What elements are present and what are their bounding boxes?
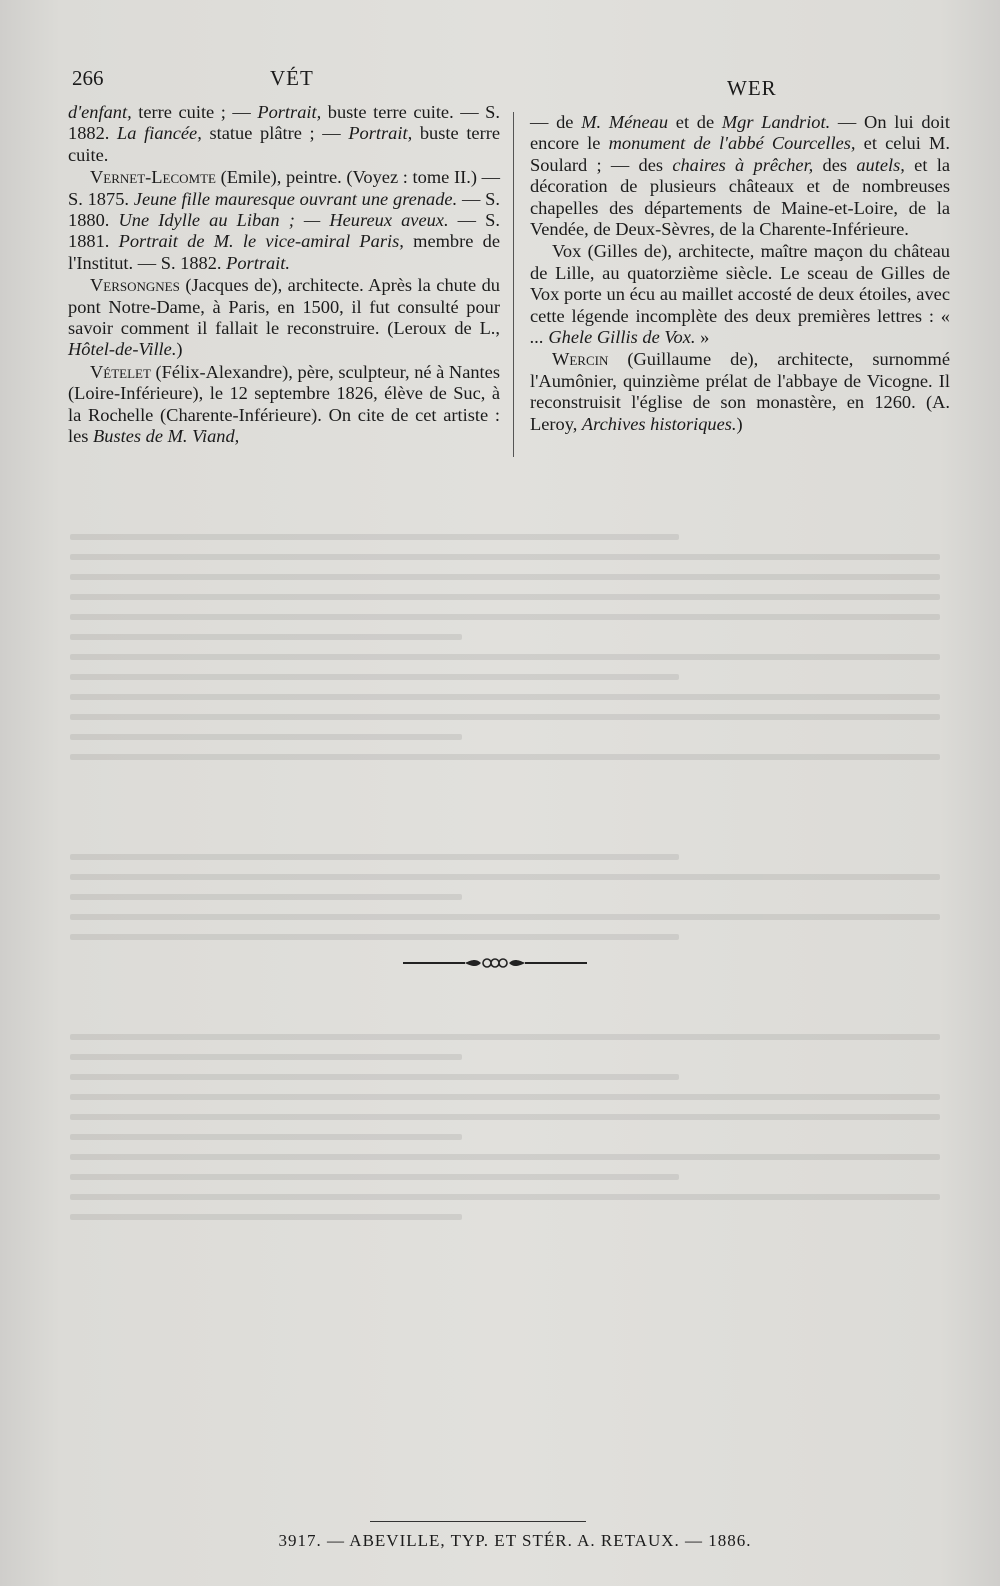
entry-text: buste terre cuite. — S. 1882. <box>68 102 500 144</box>
bleed-through-text <box>70 520 940 1466</box>
dictionary-entry <box>530 241 950 348</box>
left-heading: VÉT <box>270 66 314 90</box>
entry-text: (Jacques de), architecte. Après la chute du pont Notre-Dame, à Paris, en 1500, il fut consulté pour savoir comment il fallait le reconstruire. (Leroux de L., <box>68 275 500 339</box>
entry-text: Vox (Gilles de), architecte, maître maçon du château de Lille, au quatorzième siècle. Le sceau de Gilles de Vox porte un écu au maillet accosté de deux étoiles, avec cette légende incomplète des deux premières lettres : « <box>530 241 950 326</box>
entry-text: (Emile), peintre. (Voyez : tome II.) — S. 1875. <box>68 167 500 209</box>
entry-text: membre de l'Institut. — S. 1882. <box>68 231 500 273</box>
entry-text: — On lui doit encore le <box>530 112 950 154</box>
entry-text: autels, <box>856 154 905 175</box>
page-number: 266 <box>72 66 104 90</box>
dictionary-entry <box>530 112 950 240</box>
entry-text: et la décoration de plusieurs châteaux et de nombreuses chapelles des départements de Maine-et-Loire, de la Vendée, de Deux-Sèvres, de la Charente-Inférieure. <box>530 154 950 240</box>
entry-text: Mgr Landriot. <box>721 112 831 132</box>
right-column <box>530 112 950 436</box>
entry-text: Portrait, <box>257 102 322 122</box>
left-column <box>68 102 500 449</box>
footer-rule <box>370 1521 586 1522</box>
entry-headword: Versongnes <box>90 275 180 296</box>
entry-text: d'enfant, <box>68 102 132 122</box>
entry-text: chaires à prêcher, <box>672 154 814 175</box>
entry-headword: Vernet-Lecomte <box>90 167 216 188</box>
entry-text: Une Idylle au Liban ; — Heureux aveux. <box>118 210 449 231</box>
entry-text: (Guillaume de), architecte, surnommé l'Aumônier, quinzième prélat de l'abbaye de Vicogne. Il reconstruisit l'église de son monastère, en 1260. (A. Leroy, <box>530 349 950 434</box>
entry-text: statue plâtre ; — <box>201 123 349 144</box>
entry-text: M. Méneau <box>581 112 669 132</box>
dictionary-entry <box>68 275 500 361</box>
entry-text: — de <box>530 112 582 132</box>
dictionary-entry <box>68 167 500 274</box>
dictionary-entry <box>68 362 500 448</box>
entry-text: des <box>813 154 857 175</box>
right-heading: WER <box>727 76 777 100</box>
entry-headword: Vételet <box>90 361 151 382</box>
entry-text: » <box>695 327 710 348</box>
entry-text: — S. 1881. <box>68 210 500 252</box>
entry-text: Portrait de M. le vice-amiral Paris, <box>118 231 404 252</box>
entry-text: ) <box>736 413 743 434</box>
entry-text: buste terre cuite. <box>68 123 501 165</box>
entry-text: Bustes de M. Viand, <box>93 426 240 447</box>
entry-text: (Félix-Alexandre), père, sculpteur, né à Nantes (Loire-Inférieure), le 12 septembre 1826, élève de Suc, à la Rochelle (Charente-Inférieure). On cite de cet artiste : les <box>68 361 500 447</box>
entry-text: monument de l'abbé Courcelles, <box>608 133 856 154</box>
entry-text: Portrait, <box>348 123 413 144</box>
entry-text: — S. 1880. <box>68 188 501 231</box>
column-divider <box>513 112 514 457</box>
entry-text: La fiancée, <box>117 123 202 144</box>
decorative-ornament <box>403 955 587 971</box>
entry-headword: Wercin <box>552 349 609 370</box>
entry-text: Archives historiques. <box>581 413 737 434</box>
entry-text: ) <box>176 339 183 360</box>
dictionary-entry <box>68 102 500 166</box>
entry-text: et celui M. Soulard ; — des <box>530 133 950 175</box>
entry-text: terre cuite ; — <box>131 102 258 122</box>
entry-text: et de <box>668 112 722 132</box>
dictionary-entry <box>530 349 950 435</box>
running-header <box>0 66 1000 100</box>
entry-text: ... Ghele Gillis de Vox. <box>530 327 696 348</box>
printer-imprint: 3917. — ABEVILLE, TYP. ET STÉR. A. RETAUX. — 1886. <box>278 1531 752 1550</box>
entry-text: Jeune fille mauresque ouvrant une grenade. <box>133 188 458 209</box>
entry-text: Portrait. <box>226 252 290 273</box>
entry-text: Hôtel-de-Ville. <box>68 339 177 360</box>
